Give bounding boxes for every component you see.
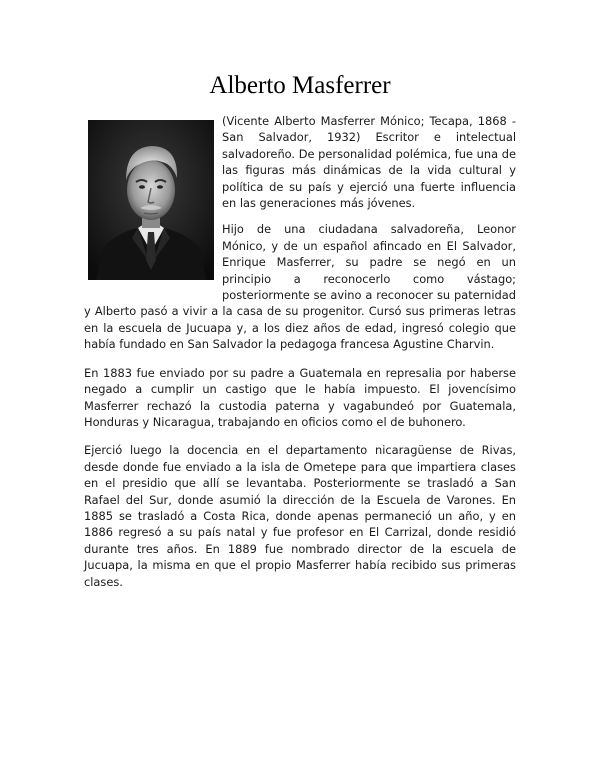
paragraph: En 1883 fue enviado por su padre a Guatemala en represalia por haberse negado a cumplir un castigo que le había impuesto. El jovencísimo Masferrer rechazó la custodia paterna y vagabundeó por Guatemala, Honduras y Nicaragua, trabajando en oficios como el de buhonero.: [84, 365, 516, 429]
article-body: [84, 113, 516, 602]
portrait-spacer: [84, 113, 222, 293]
paragraph: Ejerció luego la docencia en el departamento nicaragüense de Rivas, desde donde fue enviado a la isla de Ometepe para que impartiera clases en el presidio que allí se levantaba. Posteriormente se trasladó a San Rafael del Sur, donde asumió la dirección de la Escuela de Varones. En 1885 se trasladó a Costa Rica, donde apenas permaneció un año, y en 1886 regresó a su país natal y fue profesor en El Carrizal, donde residió durante tres años. En 1889 fue nombrado director de la escuela de Jucuapa, la misma en que el propio Masferrer había recibido sus primeras clases.: [84, 443, 516, 589]
paragraph: (Vicente Alberto Masferrer Mónico; Tecapa, 1868 - San Salvador, 1932) Escritor e intelectual salvadoreño. De personalidad polémica, fue una de las figuras más dinámicas de la vida cultural y política de su país y ejerció una fuerte influencia en las generaciones más jóvenes.: [222, 114, 516, 211]
page-title: Alberto Masferrer: [209, 72, 391, 99]
paragraph: Hijo de una ciudadana salvadoreña, Leonor Mónico, y de un español afincado en El Salvador, Enrique Masferrer, su padre se negó en un principio a reconocerlo como vástago; posteriormente se avino a reconocer su paternidad y Alberto pasó a vivir a la casa de su progenitor. Cursó sus primeras letras en la escuela de Jucuapa y, a los diez años de edad, ingresó colegio que había fundado en San Salvador la pedagoga francesa Agustine Charvin.: [84, 222, 516, 352]
